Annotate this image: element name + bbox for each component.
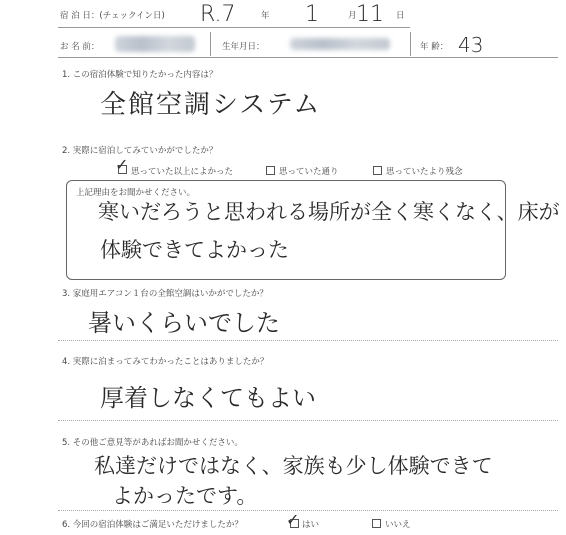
q5-separator (58, 510, 558, 511)
month-value: 1 (305, 2, 319, 27)
q2-option-3-label: 思っていたより残念 (386, 167, 463, 177)
q6-no-label: いいえ (385, 520, 411, 530)
q4-answer: 厚着しなくてもよい (100, 384, 316, 412)
q6-yes-label: はい (302, 520, 320, 530)
birth-label: 生年月日： (222, 42, 265, 52)
date-underline (58, 27, 410, 28)
year-unit: 年 (261, 11, 270, 21)
q2-option-1-label: 思っていた以上によかった (131, 167, 234, 177)
name-underline (58, 57, 558, 58)
name-divider (210, 32, 211, 56)
q4-question: 4. 実際に泊まってみてわかったことはありましたか？ (62, 357, 269, 367)
stay-date-label: 宿 泊 日：(チェックイン日) (60, 11, 165, 21)
age-value: 43 (458, 33, 484, 57)
age-label: 年 齢： (420, 42, 449, 52)
q3-answer: 暑いくらいでした (88, 309, 280, 337)
day-value: 11 (356, 2, 384, 27)
redacted-birthdate (290, 38, 390, 50)
q6-yes-checkmark: ✓ (286, 510, 300, 529)
q2-reason-label: 上記理由をお聞かせください。 (76, 188, 196, 198)
q5-answer-line2: よかったです。 (112, 484, 258, 508)
year-value: R.7 (200, 2, 236, 27)
q2-option-3-checkbox[interactable] (373, 166, 382, 175)
q6-question: 6. 今回の宿泊体験はご満足いただけましたか？ (62, 520, 243, 530)
q4-separator (58, 420, 558, 421)
q1-question: 1. この宿泊体験で知りたかった内容は？ (62, 70, 218, 80)
q3-question: 3. 家庭用エアコン１台の全館空調はいかがでしたか？ (62, 289, 268, 299)
q1-answer: 全館空調システム (100, 90, 322, 120)
redacted-name (115, 36, 195, 52)
q2-option-2-label: 思っていた通り (279, 167, 339, 177)
q2-answer-line1: 寒いだろうと思われる場所が全く寒くなく、床が (98, 200, 560, 224)
q3-separator (58, 340, 558, 341)
q5-answer-line1: 私達だけではなく、家族も少し体験できて (94, 454, 493, 478)
q2-answer-line2: 体験できてよかった (100, 238, 289, 262)
name-label: お 名 前： (60, 42, 100, 52)
q2-option-1-checkmark: ✓ (115, 155, 129, 174)
birth-divider (410, 32, 411, 56)
q5-question: 5. その他ご意見等があればお聞かせください。 (62, 438, 243, 448)
q2-option-2-checkbox[interactable] (266, 166, 275, 175)
day-unit: 日 (396, 11, 405, 21)
q2-question: 2. 実際に宿泊してみていかがでしたか？ (62, 146, 218, 156)
q6-no-checkbox[interactable] (372, 519, 381, 528)
month-unit: 月 (348, 11, 357, 21)
